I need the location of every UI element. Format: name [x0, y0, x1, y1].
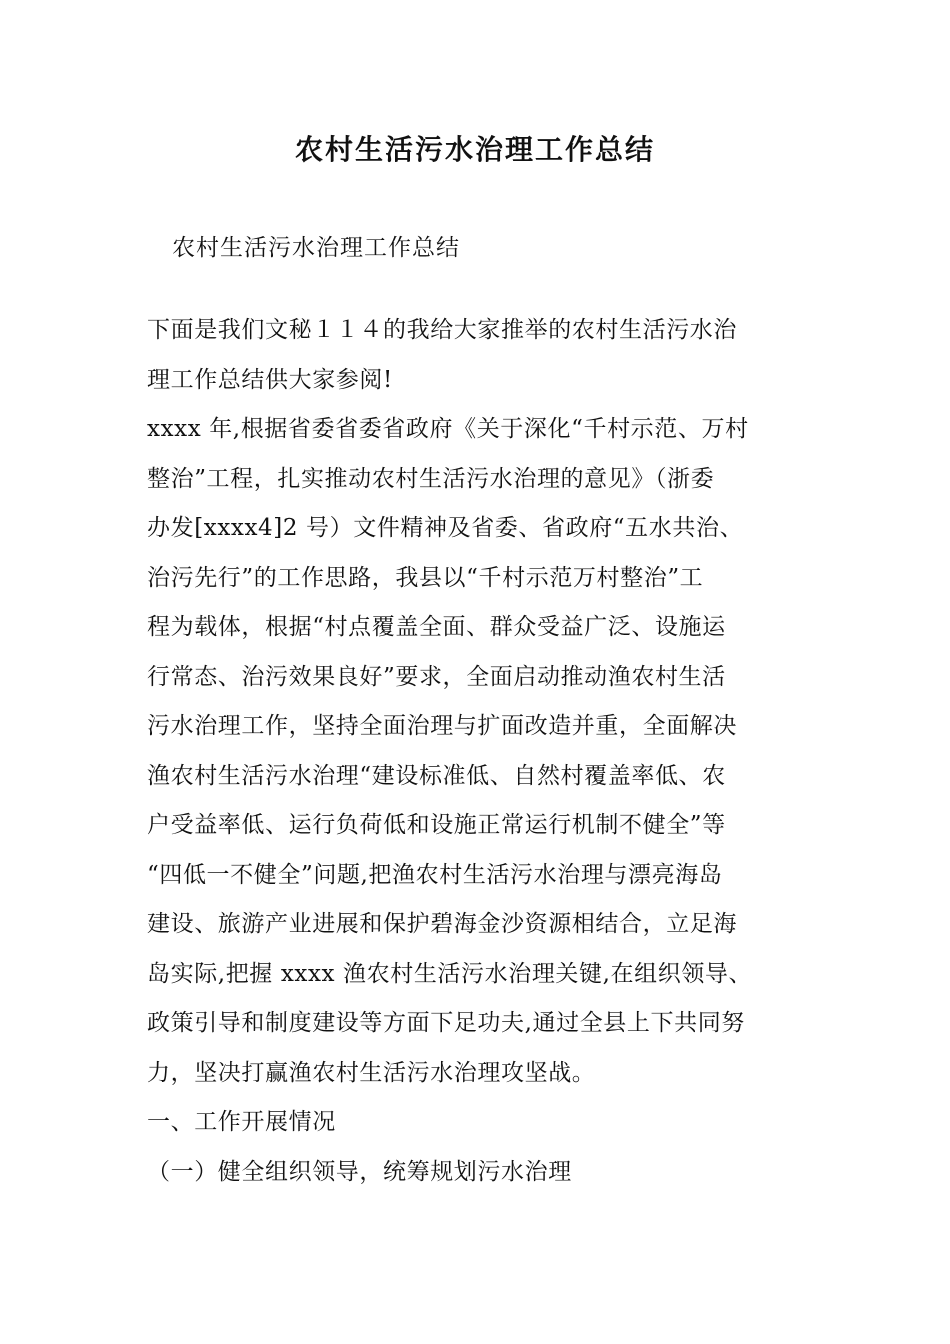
body-line: 办发[xxxx4]2 号）文件精神及省委、省政府“五水共治、: [147, 515, 744, 541]
body-line: 污水治理工作，坚持全面治理与扩面改造并重，全面解决: [147, 713, 737, 739]
body-line: 整治”工程，扎实推动农村生活污水治理的意见》（浙委: [147, 465, 715, 492]
body-line: 力，坚决打赢渔农村生活污水治理攻坚战。: [147, 1059, 596, 1086]
body-line: 下面是我们文秘１１４的我给大家推举的农村生活污水治: [147, 317, 737, 343]
body-line: 行常态、治污效果良好”要求，全面启动推动渔农村生活: [147, 663, 726, 690]
body-line: 建设、旅游产业进展和保护碧海金沙资源相结合，立足海: [147, 911, 737, 937]
body-line: 政策引导和制度建设等方面下足功夫,通过全县上下共同努: [147, 1010, 745, 1036]
body-line: 户受益率低、运行负荷低和设施正常运行机制不健全”等: [147, 812, 726, 838]
body-line: 治污先行”的工作思路，我县以“千村示范万村整治”工: [147, 564, 704, 591]
document-title: 农村生活污水治理工作总结: [294, 133, 655, 166]
body-line: xxxx 年,根据省委省委省政府《关于深化“千村示范、万村: [147, 416, 749, 442]
document-body: [147, 306, 807, 1197]
body-line: 岛实际,把握 xxxx 渔农村生活污水治理关键,在组织领导、: [147, 960, 753, 987]
document-subtitle: 农村生活污水治理工作总结: [172, 235, 460, 261]
body-line: 程为载体，根据“村点覆盖全面、群众受益广泛、设施运: [147, 614, 726, 640]
body-line: “四低一不健全”问题,把渔农村生活污水治理与漂亮海岛: [147, 861, 723, 888]
section-heading: 一、工作开展情况: [147, 1109, 336, 1135]
body-line: 渔农村生活污水治理“建设标准低、自然村覆盖率低、农: [147, 762, 726, 789]
body-line: 理工作总结供大家参阅!: [147, 366, 393, 393]
subsection-heading: （一）健全组织领导，统筹规划污水治理: [147, 1158, 572, 1185]
